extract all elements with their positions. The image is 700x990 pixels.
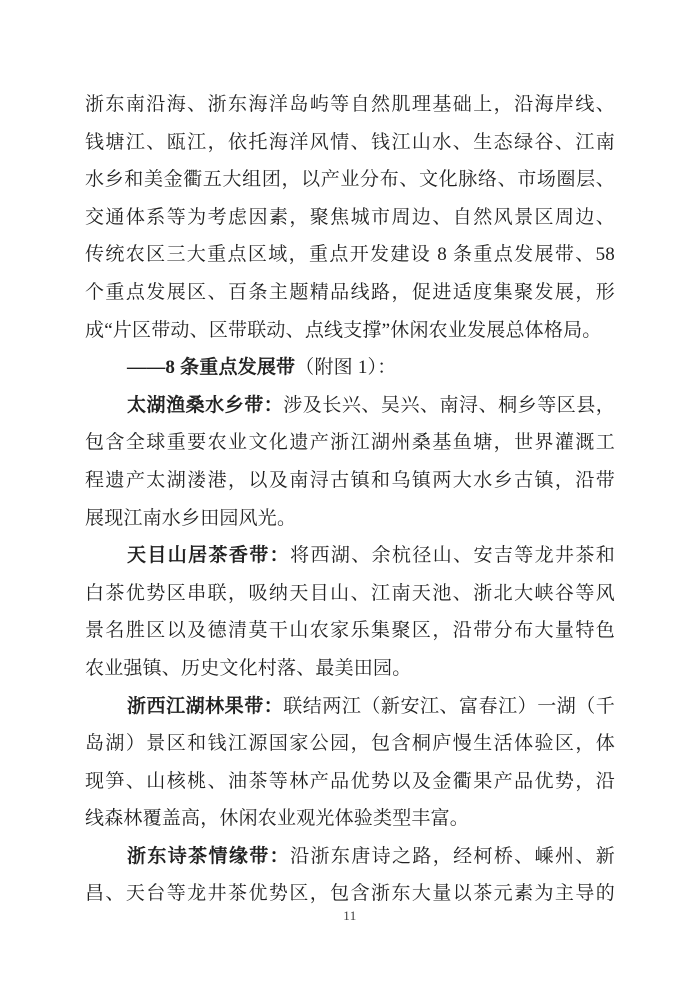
text-line xyxy=(85,763,615,801)
lead-in-bold: ——8 条重点发展带 xyxy=(127,357,296,379)
text-line xyxy=(85,537,615,575)
text-segment: 钱塘江、瓯江，依托海洋风情、钱江山水、生态绿谷、江南 xyxy=(85,131,615,153)
text-segment: 联结两江（新安江、富春江）一湖（千 xyxy=(283,695,615,717)
text-line xyxy=(85,725,615,763)
text-line xyxy=(85,312,615,350)
text-segment: 交通体系等为考虑因素，聚焦城市周边、自然风景区周边、 xyxy=(85,206,615,228)
text-segment: 白茶优势区串联，吸纳天目山、江南天池、浙北大峡谷等风 xyxy=(85,582,615,604)
text-line xyxy=(85,387,615,425)
text-line xyxy=(85,161,615,199)
text-line xyxy=(85,800,615,838)
lead-in-bold: 浙西江湖林果带： xyxy=(127,695,284,717)
page-number: 11 xyxy=(343,908,357,923)
text-line xyxy=(85,274,615,312)
text-line xyxy=(85,650,615,688)
text-line xyxy=(85,424,615,462)
text-line xyxy=(85,86,615,124)
text-segment: 农业强镇、历史文化村落、最美田园。 xyxy=(85,657,412,679)
text-segment: 昌、天台等龙井茶优势区，包含浙东大量以茶元素为主导的 xyxy=(85,883,615,905)
text-segment: 景名胜区以及德清莫干山农家乐集聚区，沿带分布大量特色 xyxy=(85,620,615,642)
text-segment: 沿浙东唐诗之路，经柯桥、嵊州、新 xyxy=(290,845,615,867)
text-body xyxy=(85,86,615,913)
text-segment: 将西湖、余杭径山、安吉等龙井茶和 xyxy=(290,545,615,567)
text-line xyxy=(85,612,615,650)
lead-in-bold: 浙东诗茶情缘带： xyxy=(127,845,291,867)
text-segment: 线森林覆盖高，休闲农业观光体验类型丰富。 xyxy=(85,808,470,830)
text-segment: 水乡和美金衢五大组团，以产业分布、文化脉络、市场圈层、 xyxy=(85,169,615,191)
text-line xyxy=(85,500,615,538)
text-segment: 岛湖）景区和钱江源国家公园，包含桐庐慢生活体验区，体 xyxy=(85,733,615,755)
text-segment: 传统农区三大重点区域，重点开发建设 8 条重点发展带、58 xyxy=(85,244,615,266)
text-line xyxy=(85,838,615,876)
text-segment: 成“片区带动、区带联动、点线支撑”休闲农业发展总体格局。 xyxy=(85,319,602,341)
text-segment: 展现江南水乡田园风光。 xyxy=(85,507,297,529)
text-line xyxy=(85,236,615,274)
text-segment: 包含全球重要农业文化遗产浙江湖州桑基鱼塘，世界灌溉工 xyxy=(85,432,615,454)
text-segment: 涉及长兴、吴兴、南浔、桐乡等区县， xyxy=(283,394,615,416)
lead-in-bold: 太湖渔桑水乡带： xyxy=(127,394,284,416)
text-segment: 现笋、山核桃、油茶等林产品优势以及金衢果产品优势，沿 xyxy=(85,770,615,792)
text-line xyxy=(85,462,615,500)
text-line xyxy=(85,124,615,162)
text-line xyxy=(85,349,615,387)
text-segment: 浙东南沿海、浙东海洋岛屿等自然肌理基础上，沿海岸线、 xyxy=(85,94,615,115)
text-line xyxy=(85,688,615,726)
text-segment: 程遗产太湖溇港，以及南浔古镇和乌镇两大水乡古镇，沿带 xyxy=(85,469,615,491)
text-line xyxy=(85,199,615,237)
text-segment: （附图 1）： xyxy=(295,357,397,379)
text-line xyxy=(85,575,615,613)
text-segment: 个重点发展区、百条主题精品线路，促进适度集聚发展，形 xyxy=(85,281,615,303)
lead-in-bold: 天目山居茶香带： xyxy=(127,545,291,567)
